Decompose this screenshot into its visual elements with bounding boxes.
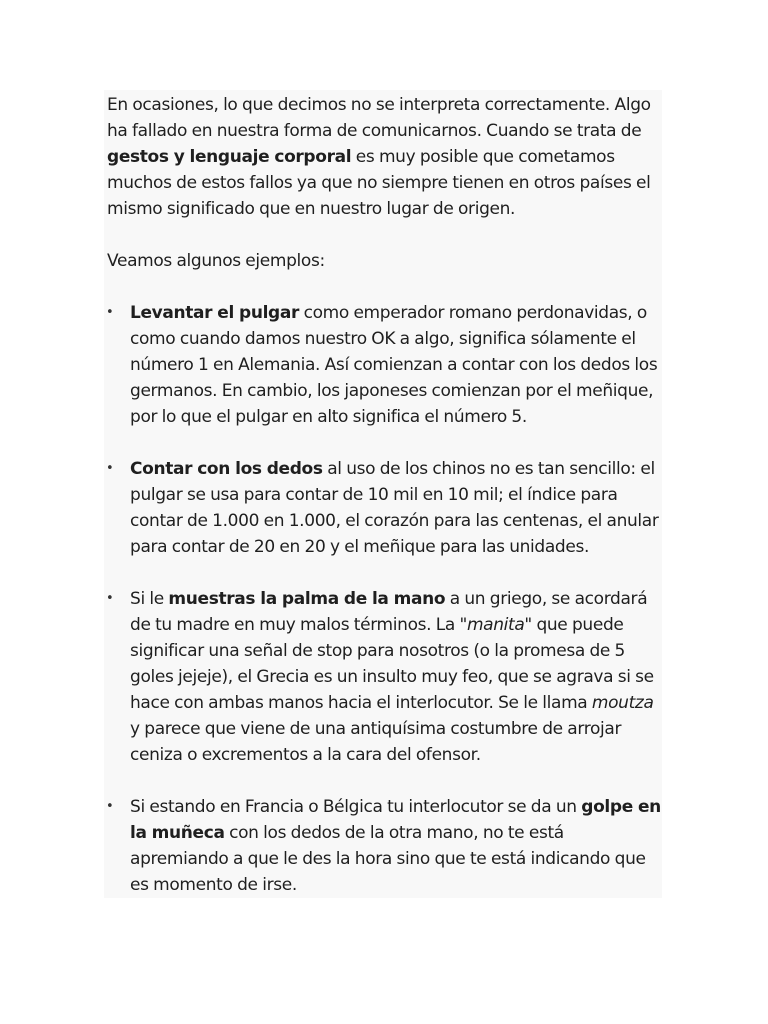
intro-bold-term: gestos y lenguaje corporal [107, 147, 352, 167]
bullet-2: • [106, 461, 114, 476]
list-item-3-post: y parece que viene de una antiquísima costumbre de arrojar ceniza o excrementos a la cara del ofensor. [130, 719, 622, 765]
list-item-4 [130, 794, 664, 898]
list-item-3-mid: a un griego, se acordará de tu madre en muy malos términos. La " [130, 589, 648, 635]
list-item-3-italic-moutza: moutza [591, 693, 654, 713]
list-item-3-bold: muestras la palma de la mano [168, 589, 446, 609]
list-item-3 [130, 586, 664, 768]
list-item-2 [130, 456, 664, 560]
bullet-4: • [106, 799, 114, 814]
list-item-1 [130, 300, 664, 430]
list-item-2-bold: Contar con los dedos [130, 459, 323, 479]
intro-paragraph [107, 92, 663, 222]
bullet-3: • [106, 591, 114, 606]
list-item-1-bold: Levantar el pulgar [130, 303, 300, 323]
list-item-3-italic-manita: manita [466, 615, 525, 635]
intro-text-end: es muy posible que cometamos muchos de estos fallos ya que no siempre tienen en otros países el mismo significado que en nuestro lugar de origen. [107, 147, 651, 219]
list-item-4-bold: golpe en la muñeca [130, 797, 661, 843]
list-item-4-post: con los dedos de la otra mano, no te está apremiando a que le des la hora sino que te está indicando que es momento de irse. [130, 823, 646, 895]
list-item-2-text: al uso de los chinos no es tan sencillo: el pulgar se usa para contar de 10 mil en 10 mil; el índice para contar de 1.000 en 1.000, el corazón para las centenas, el anular para contar de 20 en 20 y el meñique para las unidades. [130, 459, 659, 557]
intro-text-start: En ocasiones, lo que decimos no se interpreta correctamente. Algo ha fallado en nuestra forma de comunicarnos. Cuando se trata de [107, 95, 651, 141]
bullet-1: • [106, 305, 114, 320]
lead-paragraph: Veamos algunos ejemplos: [107, 251, 325, 271]
article-body [104, 90, 662, 898]
list-item-3-pre: Si le [130, 589, 169, 609]
list-item-4-pre: Si estando en Francia o Bélgica tu interlocutor se da un [130, 797, 582, 817]
list-item-1-text: como emperador romano perdonavidas, o como cuando damos nuestro OK a algo, significa sólamente el número 1 en Alemania. Así comienzan a contar con los dedos los germanos. En cambio, los japoneses comienzan por el meñique, por lo que el pulgar en alto significa el número 5. [130, 303, 658, 427]
list-item-3-mid2: " que puede significar una señal de stop para nosotros (o la promesa de 5 goles jejeje), el Grecia es un insulto muy feo, que se agrava si se hace con ambas manos hacia el interlocutor. Se le llama [130, 615, 654, 713]
